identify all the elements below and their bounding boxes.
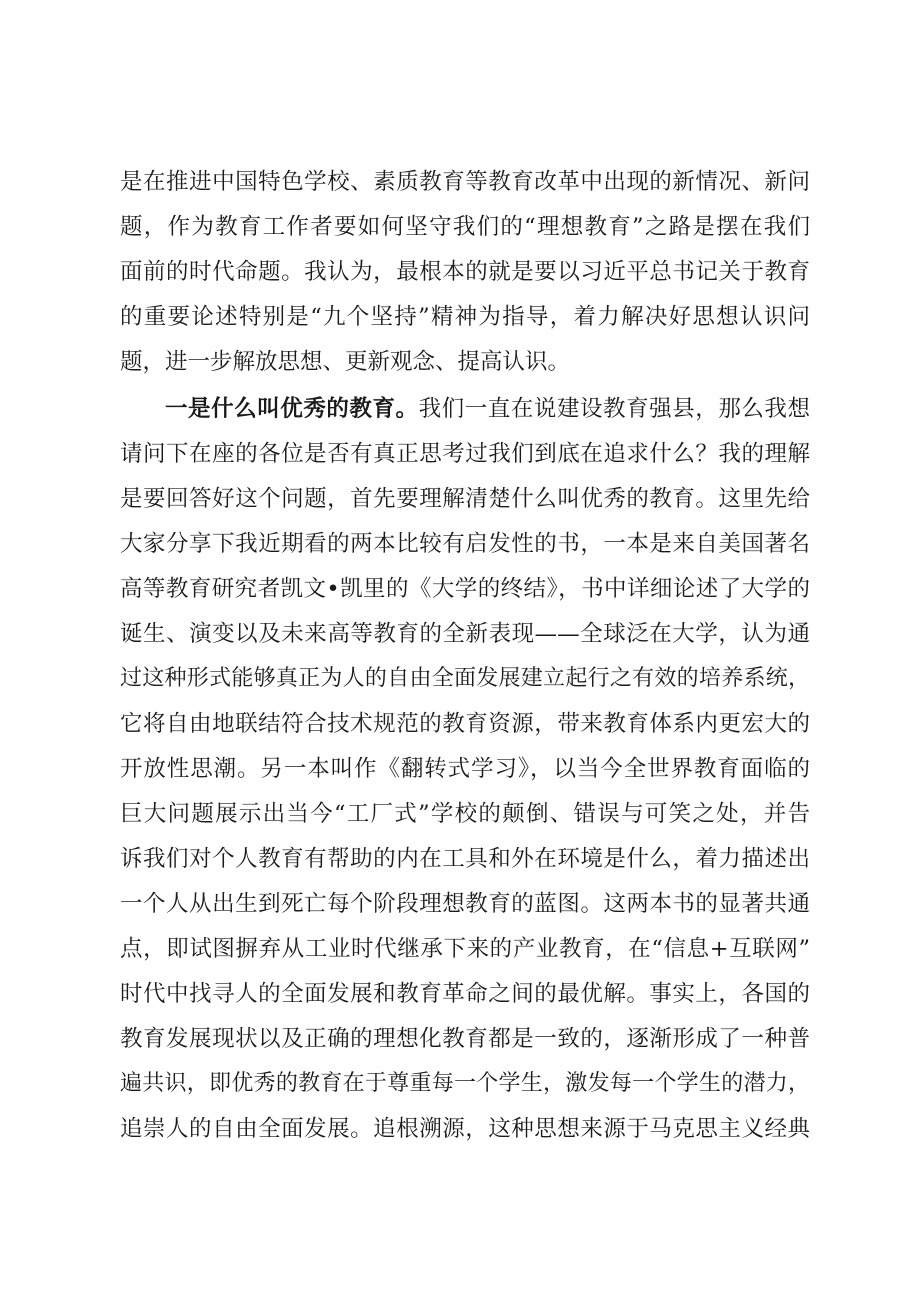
paragraph-2-line-2: 请问下在座的各位是否有真正思考过我们到底在追求什么？我的理解 <box>120 441 810 467</box>
paragraph-2-line-3: 是要回答好这个问题，首先要理解清楚什么叫优秀的教育。这里先给 <box>120 486 810 512</box>
paragraph-2-line-17: 追崇人的自由全面发展。追根溯源，这种思想来源于马克思主义经典 <box>120 1116 810 1142</box>
paragraph-2-line-15: 教育发展现状以及正确的理想化教育都是一致的，逐渐形成了一种普 <box>120 1026 810 1052</box>
paragraph-2-line-11: 诉我们对个人教育有帮助的内在工具和外在环境是什么，着力描述出 <box>120 846 810 872</box>
paragraph-2-line-14: 时代中找寻人的全面发展和教育革命之间的最优解。事实上，各国的 <box>120 981 810 1007</box>
paragraph-2-line-13: 点，即试图摒弃从工业时代继承下来的产业教育，在“信息+互联网” <box>120 936 810 962</box>
paragraph-2-line-16: 遍共识，即优秀的教育在于尊重每一个学生，激发每一个学生的潜力， <box>120 1071 810 1096</box>
paragraph-2-line-8: 它将自由地联结符合技术规范的教育资源，带来教育体系内更宏大的 <box>120 711 810 737</box>
paragraph-2-line-5: 高等教育研究者凯文•凯里的《大学的终结》，书中详细论述了大学的 <box>120 576 810 602</box>
paragraph-1-line-4: 的重要论述特别是“九个坚持”精神为指导，着力解决好思想认识问 <box>120 304 810 330</box>
paragraph-1-line-2: 题，作为教育工作者要如何坚守我们的“理想教育”之路是摆在我们 <box>120 214 810 240</box>
paragraph-2-heading: 一是什么叫优秀的教育。 <box>165 396 419 422</box>
paragraph-2-line-6: 诞生、演变以及未来高等教育的全新表现——全球泛在大学，认为通 <box>120 621 810 647</box>
paragraph-1-line-3: 面前的时代命题。我认为，最根本的就是要以习近平总书记关于教育 <box>120 259 810 285</box>
paragraph-1-line-5: 题，进一步解放思想、更新观念、提高认识。 <box>120 349 571 375</box>
paragraph-2-line-1 <box>165 390 810 428</box>
paragraph-2-line-1-text: 我们一直在说建设教育强县，那么我想 <box>418 396 810 422</box>
paragraph-2-line-4: 大家分享下我近期看的两本比较有启发性的书，一本是来自美国著名 <box>120 531 810 557</box>
paragraph-2-line-12: 一个人从出生到死亡每个阶段理想教育的蓝图。这两本书的显著共通 <box>120 891 810 917</box>
paragraph-2-line-7: 过这种形式能够真正为人的自由全面发展建立起行之有效的培养系统， <box>120 666 810 691</box>
paragraph-2-line-10: 巨大问题展示出当今“工厂式”学校的颠倒、错误与可笑之处，并告 <box>120 801 810 827</box>
paragraph-1-line-1: 是在推进中国特色学校、素质教育等教育改革中出现的新情况、新问 <box>120 169 810 195</box>
paragraph-2-line-9: 开放性思潮。另一本叫作《翻转式学习》，以当今全世界教育面临的 <box>120 756 810 782</box>
